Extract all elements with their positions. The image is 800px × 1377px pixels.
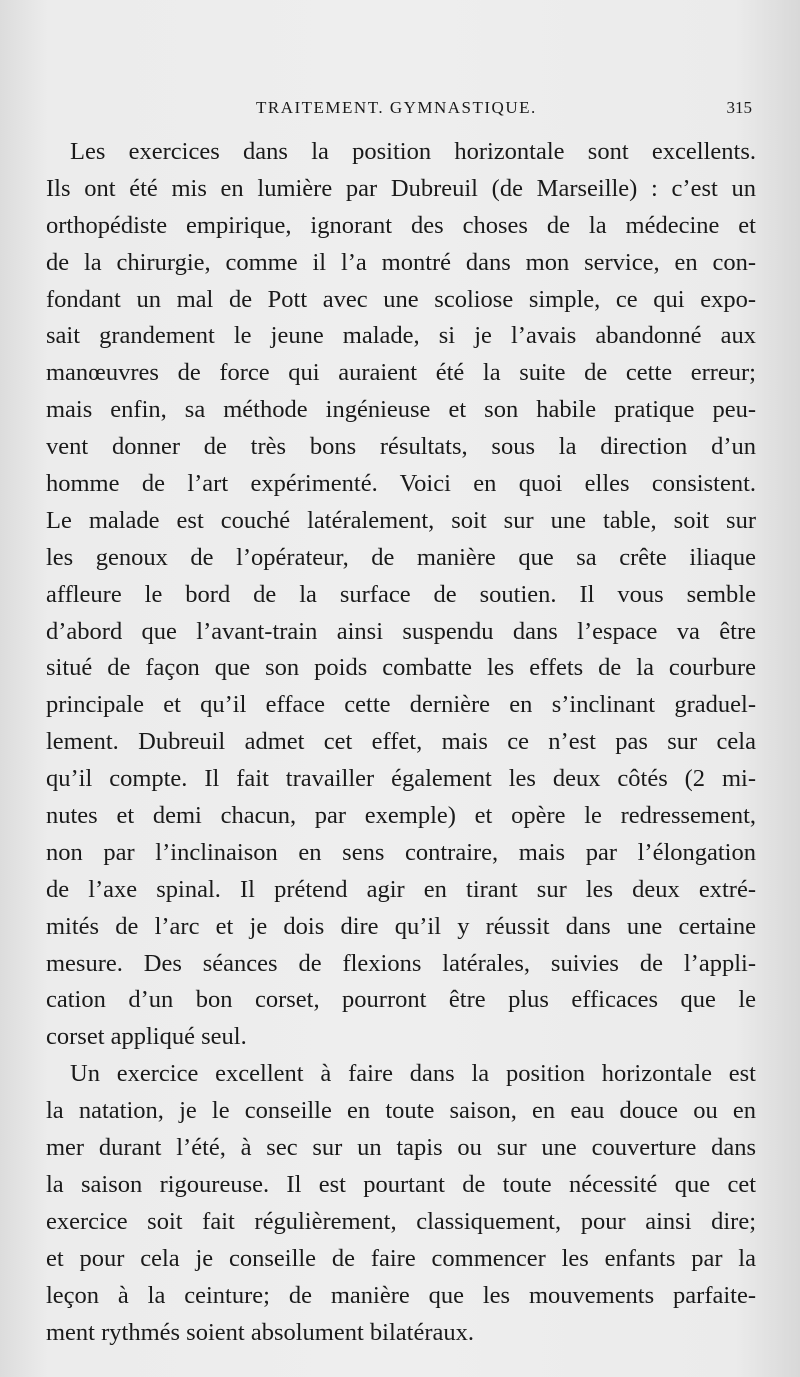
text-line: nutes et demi chacun, par exemple) et opère le redressement, [46,802,756,830]
text-line: homme de l’art expérimenté. Voici en quoi elles consistent. [46,470,756,498]
text-line: la saison rigoureuse. Il est pourtant de toute nécessité que cet [46,1170,756,1198]
text-line: mités de l’arc et je dois dire qu’il y réussit dans une certaine [46,912,756,940]
text-line: la natation, je le conseille en toute saison, en eau douce ou en [46,1097,756,1125]
running-title: TRAITEMENT. GYMNASTIQUE. [256,98,537,117]
text-line: exercice soit fait régulièrement, classiquement, pour ainsi dire; [46,1207,756,1235]
text-line: d’abord que l’avant-train ainsi suspendu dans l’espace va être [46,617,756,645]
text-line: vent donner de très bons résultats, sous la direction d’un [46,433,756,461]
text-line: de l’axe spinal. Il prétend agir en tirant sur les deux extré- [46,875,756,903]
text-line: les genoux de l’opérateur, de manière que sa crête iliaque [46,543,756,571]
paragraph [46,134,756,1056]
text-line: cation d’un bon corset, pourront être plus efficaces que le [46,986,756,1014]
text-line: et pour cela je conseille de faire commencer les enfants par la [46,1244,756,1272]
text-line: mais enfin, sa méthode ingénieuse et son habile pratique peu- [46,396,756,424]
text-line: qu’il compte. Il fait travailler également les deux côtés (2 mi- [46,765,756,793]
text-line: Ils ont été mis en lumière par Dubreuil (de Marseille) : c’est un [46,174,756,202]
text-line: lement. Dubreuil admet cet effet, mais ce n’est pas sur cela [46,728,756,756]
text-line: Un exercice excellent à faire dans la position horizontale est [70,1060,756,1088]
paragraph [46,1056,756,1351]
text-line: principale et qu’il efface cette dernière en s’inclinant graduel- [46,691,756,719]
text-line: Le malade est couché latéralement, soit sur une table, soit sur [46,506,756,534]
text-line: manœuvres de force qui auraient été la suite de cette erreur; [46,359,756,387]
text-line: mer durant l’été, à sec sur un tapis ou sur une couverture dans [46,1134,756,1162]
body-text [46,134,756,1351]
page-header [46,98,756,128]
page-number: 315 [726,98,752,117]
text-line: affleure le bord de la surface de soutien. Il vous semble [46,580,756,608]
text-line: ment rythmés soient absolument bilatéraux. [46,1318,474,1346]
text-line: Les exercices dans la position horizontale sont excellents. [70,138,756,165]
text-line: fondant un mal de Pott avec une scoliose simple, ce qui expo- [46,285,756,313]
text-line: corset appliqué seul. [46,1023,247,1051]
text-line: non par l’inclinaison en sens contraire, mais par l’élongation [46,838,756,866]
text-line: sait grandement le jeune malade, si je l’avais abandonné aux [46,322,756,350]
text-line: leçon à la ceinture; de manière que les mouvements parfaite- [46,1281,756,1309]
text-line: de la chirurgie, comme il l’a montré dans mon service, en con- [46,248,756,276]
text-line: orthopédiste empirique, ignorant des choses de la médecine et [46,211,756,239]
text-line: situé de façon que son poids combatte les effets de la courbure [46,654,756,682]
text-line: mesure. Des séances de flexions latérales, suivies de l’appli- [46,949,756,977]
